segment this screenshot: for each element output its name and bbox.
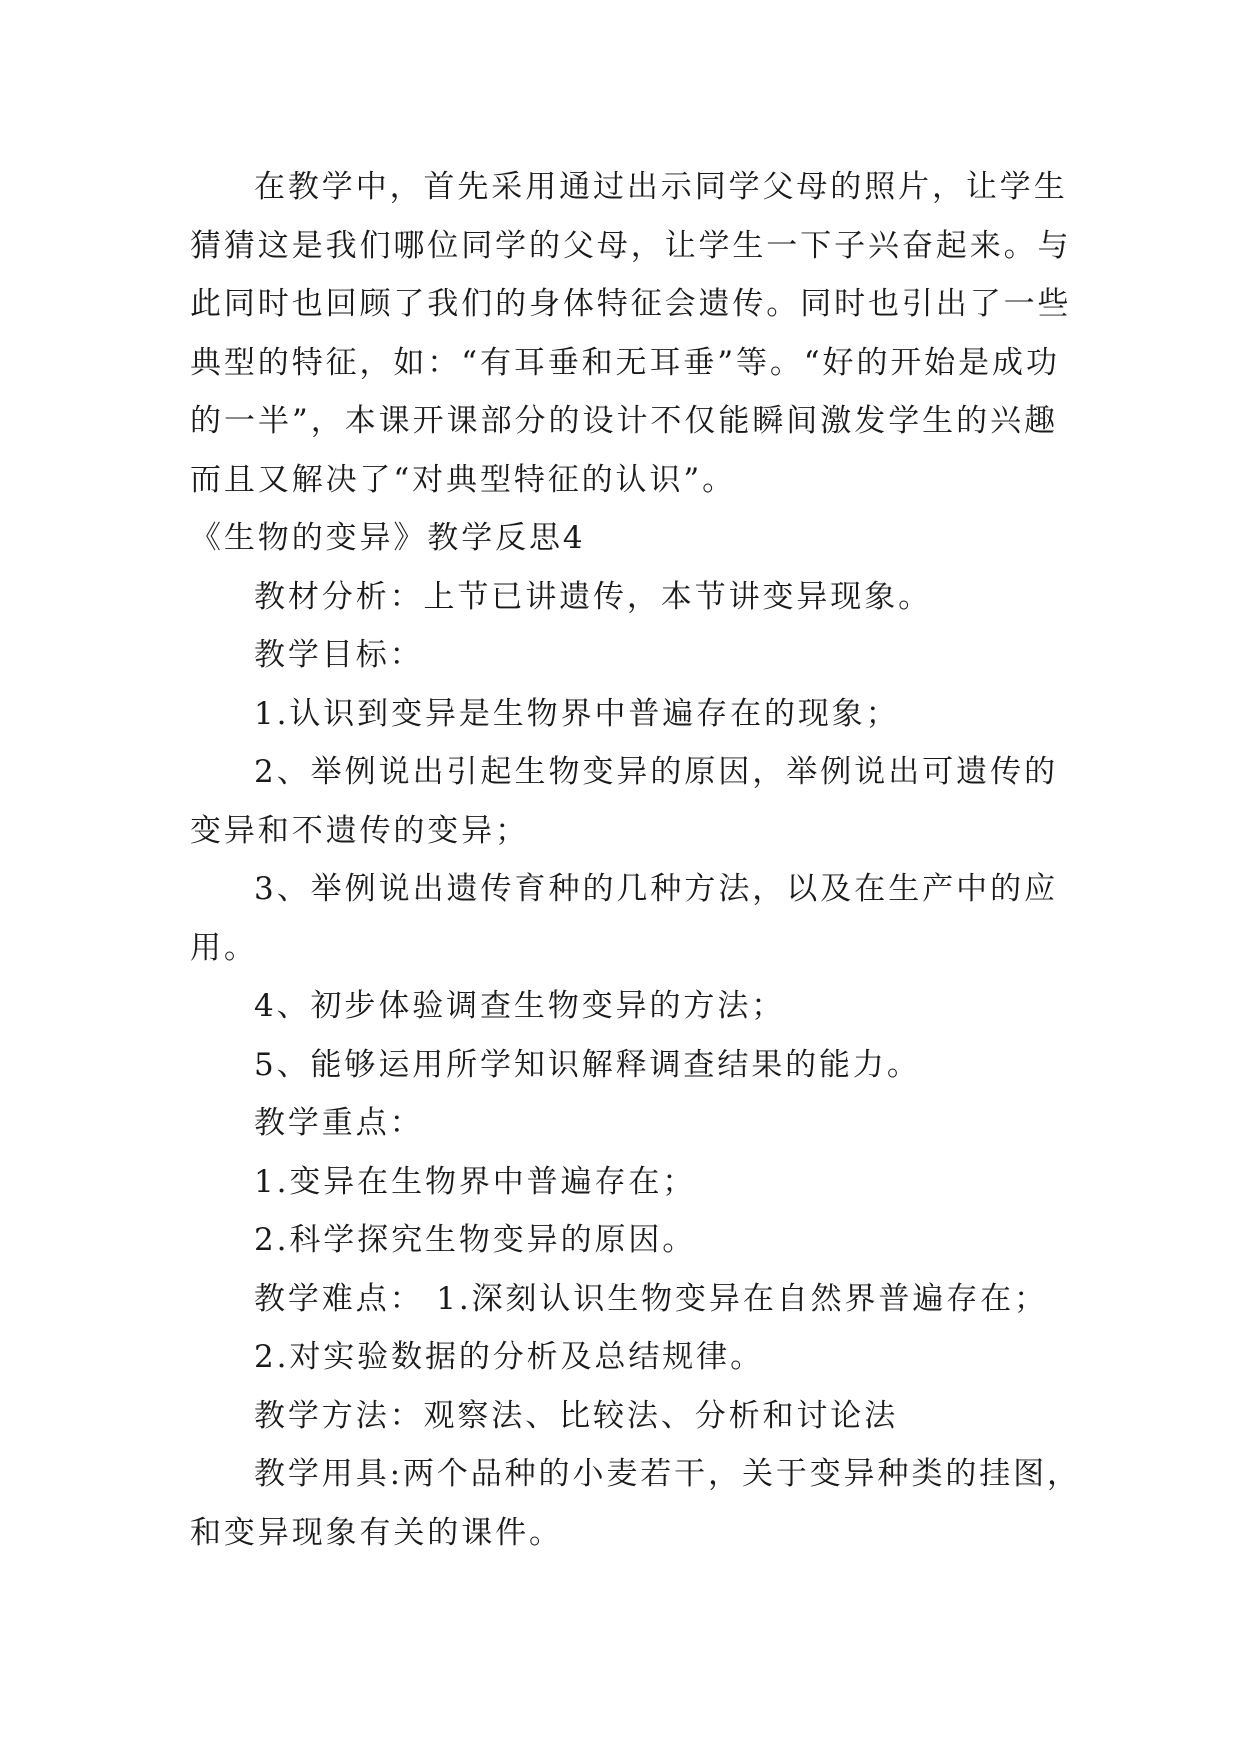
subheading-line: 教学目标：	[254, 637, 424, 673]
paragraph-line: 猜猜这是我们哪位同学的父母，让学生一下子兴奋起来。与	[190, 227, 1072, 264]
list-item: 4、初步体验调查生物变异的方法；	[254, 988, 786, 1024]
paragraph-line: 典型的特征，如：“有耳垂和无耳垂”等。“好的开始是成功	[190, 344, 1060, 381]
list-item: 2、举例说出引起生物变异的原因，举例说出可遗传的	[254, 754, 1058, 790]
list-item: 3、举例说出遗传育种的几种方法，以及在生产中的应	[254, 871, 1058, 907]
list-item: 2.科学探究生物变异的原因。	[254, 1222, 697, 1258]
paragraph-line: 而且又解决了“对典型特征的认识”。	[190, 461, 736, 498]
document-body	[190, 158, 1081, 1562]
list-item: 2.对实验数据的分析及总结规律。	[254, 1339, 764, 1375]
paragraph-line: 教学用具:两个品种的小麦若干，关于变异种类的挂图，	[254, 1456, 1081, 1492]
list-item-continuation: 变异和不遗传的变异；	[190, 812, 529, 849]
paragraph-line: 教学难点： 1.深刻认识生物变异在自然界普遍存在；	[254, 1280, 1048, 1317]
list-item: 1.变异在生物界中普遍存在；	[254, 1163, 697, 1200]
paragraph-line: 和变异现象有关的课件。	[190, 1514, 563, 1551]
paragraph-line: 教学方法：观察法、比较法、分析和讨论法	[254, 1397, 899, 1434]
subheading-line: 教学重点：	[254, 1105, 424, 1141]
paragraph-line: 在教学中，首先采用通过出示同学父母的照片，让学生	[254, 169, 1068, 205]
list-item-continuation: 用。	[190, 929, 258, 966]
paragraph-line: 此同时也回顾了我们的身体特征会遗传。同时也引出了一些	[190, 286, 1072, 322]
section-heading: 《生物的变异》教学反思4	[190, 520, 586, 556]
list-item: 5、能够运用所学知识解释调查结果的能力。	[254, 1046, 921, 1083]
paragraph-line: 的一半”，本课开课部分的设计不仅能瞬间激发学生的兴趣	[190, 403, 1058, 439]
list-item: 1.认识到变异是生物界中普遍存在的现象；	[254, 695, 900, 732]
paragraph-line: 教材分析：上节已讲遗传，本节讲变异现象。	[254, 578, 932, 615]
